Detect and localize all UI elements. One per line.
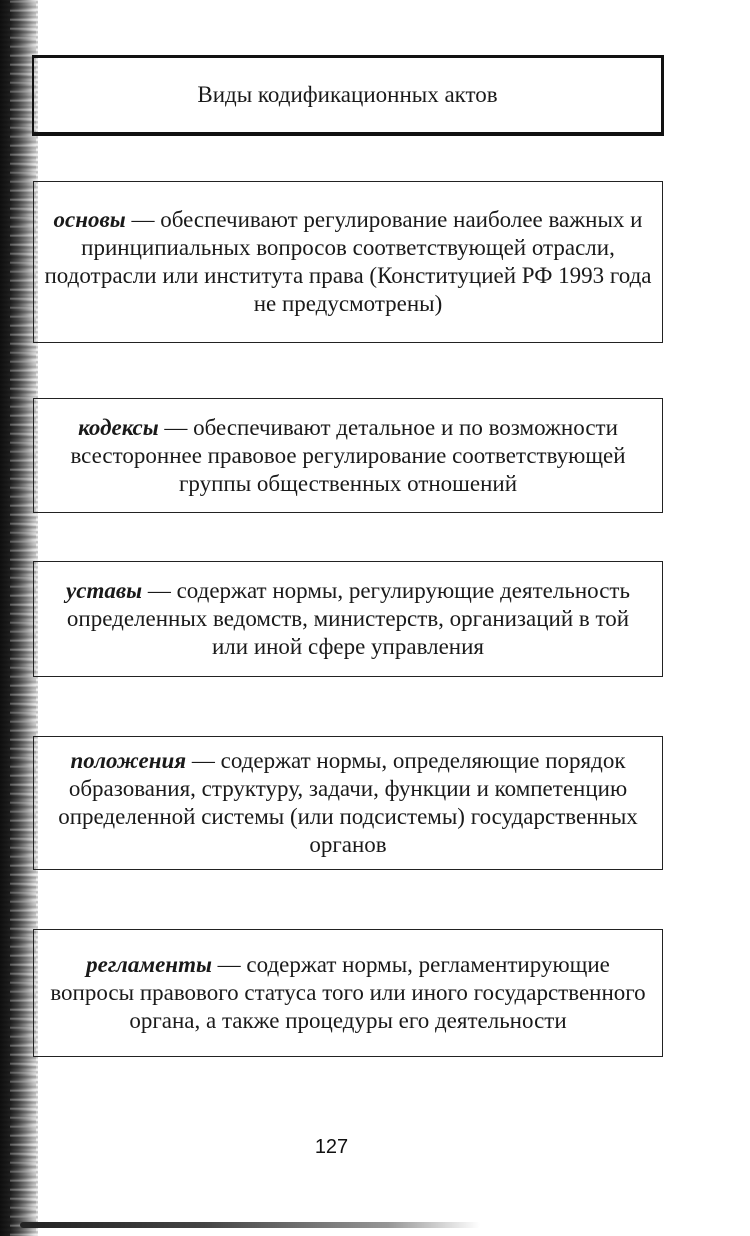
act-type-term: уставы [66, 578, 143, 603]
act-type-box-kodeksy [33, 398, 663, 513]
act-type-term: кодексы [78, 414, 159, 440]
act-type-box-reglamenty [33, 929, 663, 1057]
diagram-title: Виды кодификационных актов [197, 82, 498, 107]
act-type-term: регламенты [86, 952, 212, 977]
act-type-box-polozheniya [33, 736, 663, 870]
page-bottom-edge-shadow [20, 1222, 480, 1228]
act-type-box-osnovy [33, 181, 663, 343]
act-type-description: — обеспечивают детальное и по возможности всестороннее правовое регулирование соответствующей группы общественных отношений [70, 414, 626, 496]
act-type-description: — содержат нормы, определяющие порядок образования, структуру, задачи, функции и компетенцию определенной системы (или подсистемы) государственных органов [58, 748, 638, 857]
page-number: 127 [314, 1136, 349, 1158]
act-type-description: — обеспечивают регулирование наиболее важных и принципиальных вопросов соответствующей отрасли, подотрасли или института права (Конституцией РФ 1993 года не предусмотрены) [44, 207, 652, 316]
act-type-term: положения [70, 748, 187, 773]
diagram-title-box [32, 55, 664, 136]
act-type-description: — содержат нормы, регулирующие деятельность определенных ведомств, министерств, организаций в той или иной сфере управления [66, 578, 630, 659]
act-type-box-ustavy [33, 561, 663, 677]
act-type-description: — содержат нормы, регламентирующие вопросы правового статуса того или иного государственного органа, а также процедуры его деятельности [50, 952, 646, 1033]
act-type-term: основы [53, 207, 126, 232]
